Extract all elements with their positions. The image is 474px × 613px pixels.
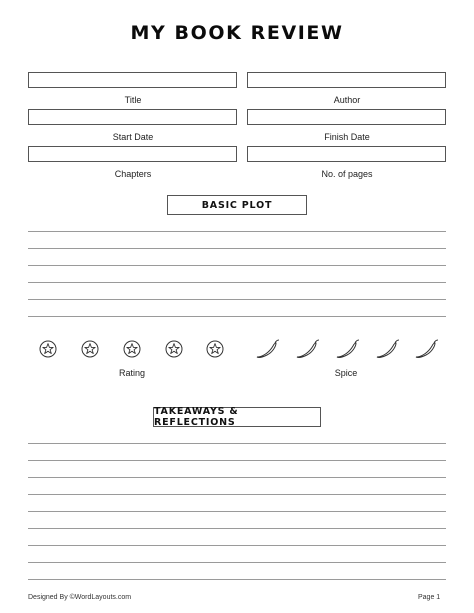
author-field[interactable] bbox=[247, 72, 446, 88]
takeaways-line[interactable] bbox=[28, 477, 446, 478]
takeaways-line[interactable] bbox=[28, 579, 446, 580]
footer-page-number: Page 1 bbox=[418, 594, 441, 601]
takeaways-line[interactable] bbox=[28, 545, 446, 546]
plot-line[interactable] bbox=[28, 282, 446, 283]
start-date-label: Start Date bbox=[112, 132, 154, 142]
takeaways-line[interactable] bbox=[28, 460, 446, 461]
chili-pepper-icon[interactable] bbox=[334, 338, 360, 360]
star-in-circle-icon[interactable] bbox=[165, 340, 183, 358]
chapters-field[interactable] bbox=[28, 146, 237, 162]
plot-line[interactable] bbox=[28, 248, 446, 249]
title-field[interactable] bbox=[28, 72, 237, 88]
footer-credit: Designed By ©WordLayouts.com bbox=[28, 594, 132, 601]
takeaways-heading: TAKEAWAYS & REFLECTIONS bbox=[153, 407, 321, 427]
pages-field[interactable] bbox=[247, 146, 446, 162]
finish-date-field[interactable] bbox=[247, 109, 446, 125]
takeaways-line[interactable] bbox=[28, 443, 446, 444]
star-in-circle-icon[interactable] bbox=[81, 340, 99, 358]
pages-label: No. of pages bbox=[321, 169, 373, 179]
plot-line[interactable] bbox=[28, 299, 446, 300]
plot-line[interactable] bbox=[28, 265, 446, 266]
chili-pepper-icon[interactable] bbox=[413, 338, 439, 360]
chili-pepper-icon[interactable] bbox=[374, 338, 400, 360]
star-in-circle-icon[interactable] bbox=[39, 340, 57, 358]
takeaways-line[interactable] bbox=[28, 494, 446, 495]
chili-pepper-icon[interactable] bbox=[294, 338, 320, 360]
takeaways-line[interactable] bbox=[28, 562, 446, 563]
basic-plot-heading: BASIC PLOT bbox=[167, 195, 307, 215]
title-label: Title bbox=[124, 95, 142, 105]
chili-pepper-icon[interactable] bbox=[254, 338, 280, 360]
finish-date-label: Finish Date bbox=[324, 132, 370, 142]
page-title: MY BOOK REVIEW bbox=[130, 22, 344, 44]
plot-line[interactable] bbox=[28, 231, 446, 232]
takeaways-line[interactable] bbox=[28, 528, 446, 529]
spice-label: Spice bbox=[334, 368, 358, 378]
plot-line[interactable] bbox=[28, 316, 446, 317]
chapters-label: Chapters bbox=[114, 169, 152, 179]
rating-label: Rating bbox=[118, 368, 145, 378]
takeaways-line[interactable] bbox=[28, 511, 446, 512]
star-in-circle-icon[interactable] bbox=[206, 340, 224, 358]
star-in-circle-icon[interactable] bbox=[123, 340, 141, 358]
start-date-field[interactable] bbox=[28, 109, 237, 125]
author-label: Author bbox=[333, 95, 361, 105]
